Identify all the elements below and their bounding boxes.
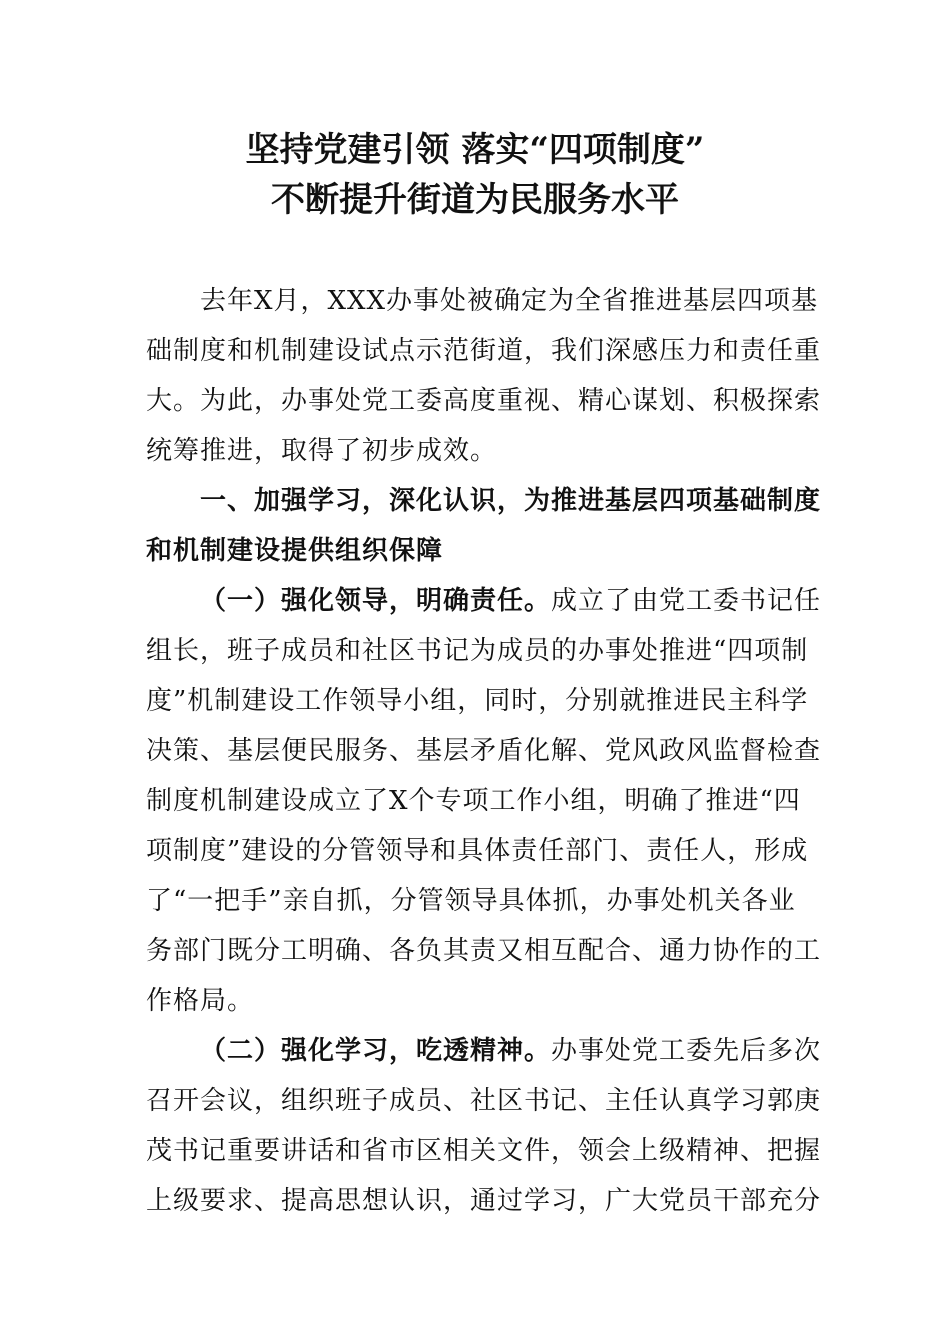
paragraph-line: 作格局。 xyxy=(146,986,255,1016)
paragraph-line: 了“一把手”亲自抓，分管领导具体抓，办事处机关各业 xyxy=(146,886,796,916)
paragraph-line: 统筹推进，取得了初步成效。 xyxy=(146,436,498,466)
paragraph-lead-in: （二）强化学习，吃透精神。 xyxy=(200,1036,552,1066)
paragraph-line: 制度机制建设成立了X个专项工作小组，明确了推进“四 xyxy=(146,786,801,816)
paragraph-line: 项制度”建设的分管领导和具体责任部门、责任人，形成 xyxy=(146,836,809,866)
paragraph-line: 组长，班子成员和社区书记为成员的办事处推进“四项制 xyxy=(146,636,809,666)
paragraph-line-rest: 成立了由党工委书记任 xyxy=(551,586,822,616)
paragraph-lead-in: （一）强化领导，明确责任。 xyxy=(200,586,552,616)
paragraph-line: 决策、基层便民服务、基层矛盾化解、党风政风监督检查 xyxy=(146,736,822,766)
paragraph-line: 度”机制建设工作领导小组，同时，分别就推进民主科学 xyxy=(146,686,809,716)
paragraph-line: 务部门既分工明确、各负其责又相互配合、通力协作的工 xyxy=(146,936,822,966)
paragraph-line-rest: 办事处党工委先后多次 xyxy=(551,1036,822,1066)
title-line-2: 不断提升街道为民服务水平 xyxy=(271,180,679,220)
paragraph-line xyxy=(200,1026,821,1076)
paragraph-line xyxy=(200,576,821,626)
paragraph-line: 上级要求、提高思想认识，通过学习，广大党员干部充分 xyxy=(146,1186,822,1216)
paragraph-line: 大。为此，办事处党工委高度重视、精心谋划、积极探索 xyxy=(146,386,822,416)
paragraph-line: 茂书记重要讲话和省市区相关文件，领会上级精神、把握 xyxy=(146,1136,822,1166)
paragraph-line: 召开会议，组织班子成员、社区书记、主任认真学习郭庚 xyxy=(146,1086,822,1116)
heading-line: 一、加强学习，深化认识，为推进基层四项基础制度 xyxy=(200,486,822,516)
heading-line: 和机制建设提供组织保障 xyxy=(146,536,444,566)
title-line-1: 坚持党建引领 落实“四项制度” xyxy=(245,130,705,170)
paragraph-line: 去年X月，XXX办事处被确定为全省推进基层四项基 xyxy=(200,286,819,316)
paragraph-line: 础制度和机制建设试点示范街道，我们深感压力和责任重 xyxy=(146,336,822,366)
